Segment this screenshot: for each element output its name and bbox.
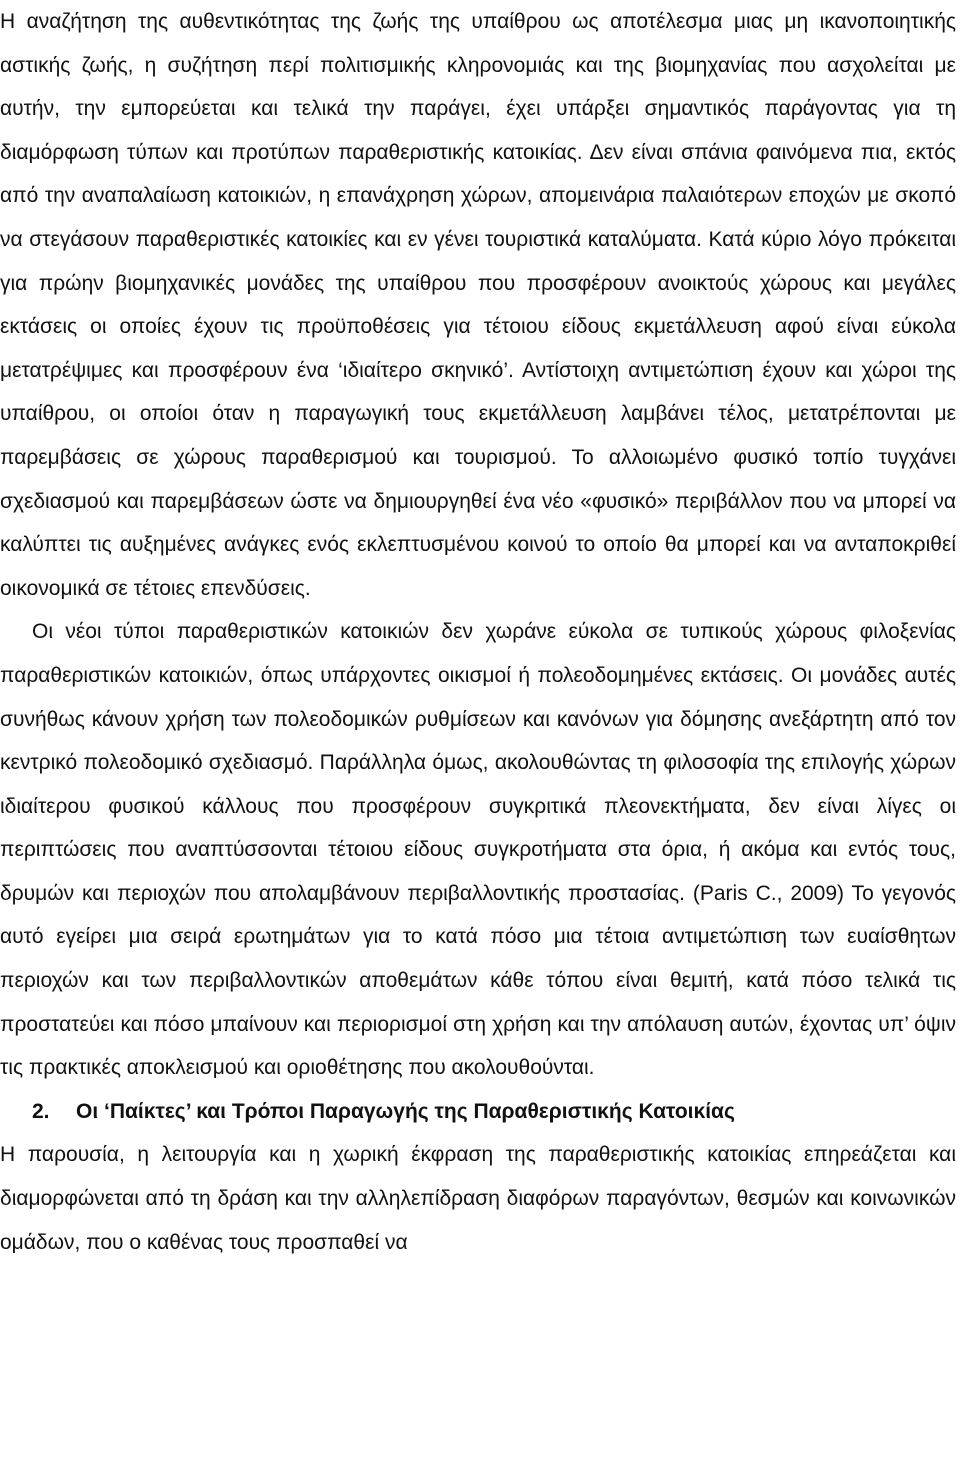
paragraph-1: Η αναζήτηση της αυθεντικότητας της ζωής της υπαίθρου ως αποτέλεσμα μιας μη ικανοποιητικής αστικής ζωής, η συζήτηση περί πολιτισμικής κληρονομιάς και της βιομηχανίας που ασχολείται με αυτήν, την εμπορεύεται και τελικά την παράγει, έχει υπάρξει σημαντικός παράγοντας για τη διαμόρφωση τύπων και προτύπων παραθεριστικής κατοικίας. Δεν είναι σπάνια φαινόμενα πια, εκτός από την αναπαλαίωση κατοικιών, η επανάχρηση χώρων, απομεινάρια παλαιότερων εποχών με σκοπό να στεγάσουν παραθεριστικές κατοικίες και εν γένει τουριστικά καταλύματα. Κατά κύριο λόγο πρόκειται για πρώην βιομηχανικές μονάδες της υπαίθρου που προσφέρουν ανοικτούς χώρους και μεγάλες εκτάσεις οι οποίες έχουν τις προϋποθέσεις για τέτοιου είδους εκμετάλλευση αφού είναι εύκολα μετατρέψιμες και προσφέρουν ένα ‘ιδιαίτερο σκηνικό’. Αντίστοιχη αντιμετώπιση έχουν και χώροι της υπαίθρου, οι οποίοι όταν η παραγωγική τους εκμετάλλευση λαμβάνει τέλος, μετατρέπονται με παρεμβάσεις σε χώρους παραθερισμού και τουρισμού. Το αλλοιωμένο φυσικό τοπίο τυγχάνει σχεδιασμού και παρεμβάσεων ώστε να δημιουργηθεί ένα νέο «φυσικό» περιβάλλον που να μπορεί να καλύπτει τις αυξημένες ανάγκες ενός εκλεπτυσμένου κοινού το οποίο θα μπορεί και να ανταποκριθεί οικονομικά σε τέτοιες επενδύσεις. [0,10,956,600]
section-heading [0,1090,956,1134]
section-title: Οι ‘Παίκτες’ και Τρόποι Παραγωγής της Παραθεριστικής Κατοικίας [76,1099,735,1123]
paragraph-2: Οι νέοι τύποι παραθεριστικών κατοικιών δεν χωράνε εύκολα σε τυπικούς χώρους φιλοξενίας παραθεριστικών κατοικιών, όπως υπάρχοντες οικισμοί ή πολεοδομημένες εκτάσεις. Οι μονάδες αυτές συνήθως κάνουν χρήση των πολεοδομικών ρυθμίσεων και κανόνων για δόμησης ανεξάρτητη από τον κεντρικό πολεοδομικό σχεδιασμό. Παράλληλα όμως, ακολουθώντας τη φιλοσοφία της επιλογής χώρων ιδιαίτερου φυσικού κάλλους που προσφέρουν συγκριτικά πλεονεκτήματα, δεν είναι λίγες οι περιπτώσεις που αναπτύσσονται τέτοιου είδους συγκροτήματα στα όρια, ή ακόμα και εντός τους, δρυμών και περιοχών που απολαμβάνουν περιβαλλοντικής προστασίας. (Paris C., 2009) Το γεγονός αυτό εγείρει μια σειρά ερωτημάτων για το κατά πόσο μια τέτοια αντιμετώπιση των ευαίσθητων περιοχών και των περιβαλλοντικών αποθεμάτων κάθε τόπου είναι θεμιτή, κατά πόσο τελικά τις προστατεύει και πόσο μπαίνουν και περιορισμοί στη χρήση και την απόλαυση αυτών, έχοντας υπ’ όψιν τις πρακτικές αποκλεισμού και οριοθέτησης που ακολουθούνται. [0,620,956,1080]
paragraph-3: Η παρουσία, η λειτουργία και η χωρική έκφραση της παραθεριστικής κατοικίας επηρεάζεται και διαμορφώνεται από τη δράση και την αλληλεπίδραση διαφόρων παραγόντων, θεσμών και κοινωνικών ομάδων, που ο καθένας τους προσπαθεί να [0,1143,956,1254]
section-number: 2. [32,1099,50,1123]
